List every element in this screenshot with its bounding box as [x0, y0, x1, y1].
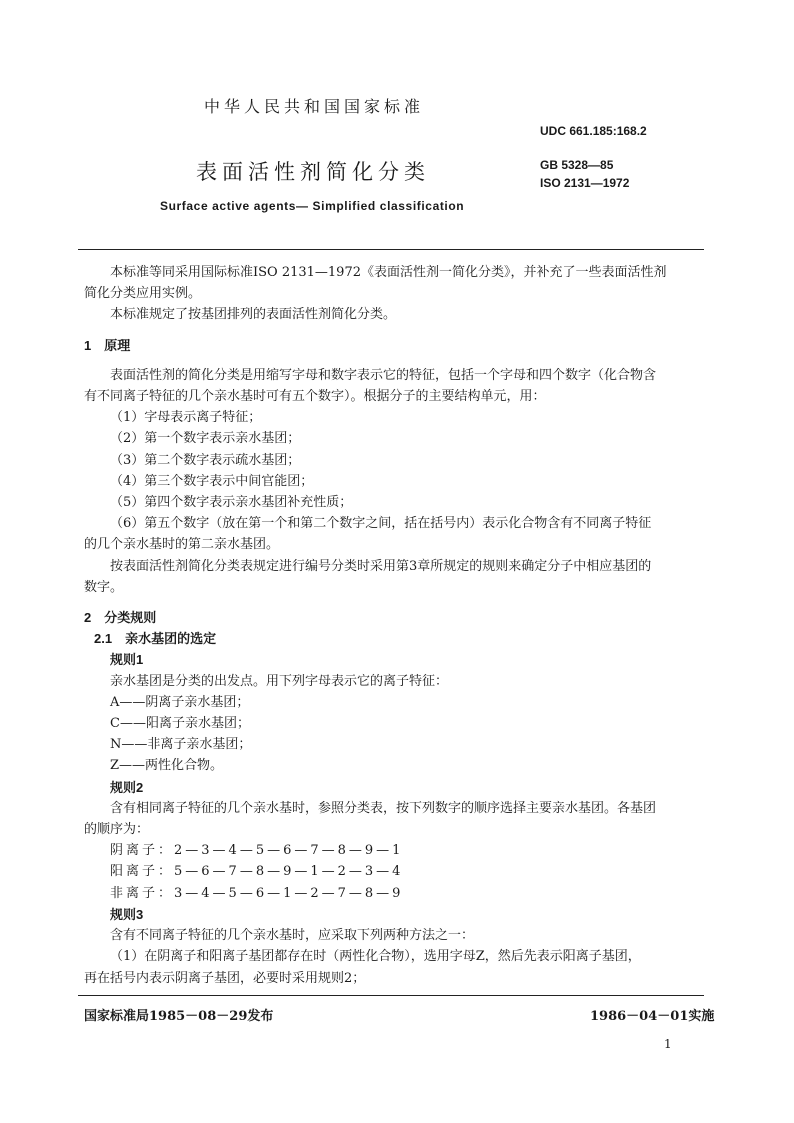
section-2-heading: 2 分类规则 [84, 610, 157, 626]
order-anion: 阴离子：2—3—4—5—6—7—8—9—1 [110, 843, 404, 859]
order-nonionic: 非离子：3—4—5—6—1—2—7—8—9 [110, 885, 404, 901]
page-number: 1 [664, 1037, 672, 1051]
rule-2-title: 规则2 [110, 779, 144, 795]
section-1-paragraph-1: 表面活性剂的简化分类是用缩写字母和数字表示它的特征，包括一个字母和四个数字（化合物含 [110, 367, 657, 383]
rule-1-text: 亲水基团是分类的出发点。用下列字母表示它的离子特征： [110, 673, 449, 689]
document-title: 表面活性剂简化分类 [196, 160, 430, 184]
intro-paragraph-1: 本标准等同采用国际标准ISO 2131—1972《表面活性剂一简化分类》，并补充了一些表面活性剂 [110, 265, 667, 280]
list-item: （5）第四个数字表示亲水基团补充性质； [110, 495, 353, 511]
list-item: （6）第五个数字（放在第一个和第二个数字之间，括在括号内）表示化合物含有不同离子特征 [110, 516, 652, 532]
english-title: Surface active agents— Simplified classification [160, 199, 465, 213]
list-item-cont: 的几个亲水基时的第二亲水基团。 [84, 537, 280, 553]
letter-item: A——阴离子亲水基团； [110, 694, 250, 710]
document-body [84, 262, 704, 989]
intro-paragraph-2: 本标准规定了按基团排列的表面活性剂简化分类。 [110, 307, 397, 323]
intro-paragraph-1-cont: 简化分类应用实例。 [84, 286, 202, 302]
header-divider [78, 249, 704, 250]
rule-3-title: 规则3 [110, 906, 144, 922]
letter-item: N——非离子亲水基团； [110, 737, 252, 753]
rule-2-text-cont: 的顺序为： [84, 822, 150, 838]
section-1-heading: 1 原理 [84, 337, 131, 353]
list-item: （2）第一个数字表示亲水基团； [110, 431, 301, 447]
section-1-paragraph-1-cont: 有不同离子特征的几个亲水基时可有五个数字）。根据分子的主要结构单元，用： [84, 389, 546, 405]
iso-code: ISO 2131—1972 [540, 176, 630, 190]
rule-3-item-1: （1）在阴离子和阳离子基团都存在时（两性化合物），选用字母Z，然后先表示阳离子基团， [110, 949, 641, 965]
section-2-1-heading: 2.1 亲水基团的选定 [94, 631, 217, 647]
list-item: （1）字母表示离子特征； [110, 410, 262, 426]
issue-date: 国家标准局1985－08－29发布 [84, 1009, 274, 1024]
letter-item: Z——两性化合物。 [110, 758, 224, 774]
rule-2-text: 含有相同离子特征的几个亲水基时，参照分类表，按下列数字的顺序选择主要亲水基团。各基团 [110, 800, 657, 816]
footer-divider [78, 995, 704, 996]
gb-code: GB 5328—85 [540, 158, 614, 172]
effective-date: 1986－04－01实施 [590, 1009, 715, 1024]
rule-3-text: 含有不同离子特征的几个亲水基时，应采取下列两种方法之一： [110, 928, 475, 944]
order-cation: 阳离子：5—6—7—8—9—1—2—3—4 [110, 864, 404, 880]
national-standard-label: 中华人民共和国国家标准 [204, 97, 425, 116]
udc-code: UDC 661.185:168.2 [540, 124, 647, 138]
list-item: （4）第三个数字表示中间官能团； [110, 473, 314, 489]
list-item: （3）第二个数字表示疏水基团； [110, 452, 301, 468]
rule-1-title: 规则1 [110, 652, 144, 668]
section-1-paragraph-2: 按表面活性剂简化分类表规定进行编号分类时采用第3章所规定的规则来确定分子中相应基团的 [110, 558, 652, 574]
letter-item: C——阳离子亲水基团； [110, 716, 250, 732]
section-1-paragraph-2-cont: 数字。 [84, 579, 124, 595]
rule-3-item-1-cont: 再在括号内表示阴离子基团，必要时采用规则2； [84, 970, 366, 986]
